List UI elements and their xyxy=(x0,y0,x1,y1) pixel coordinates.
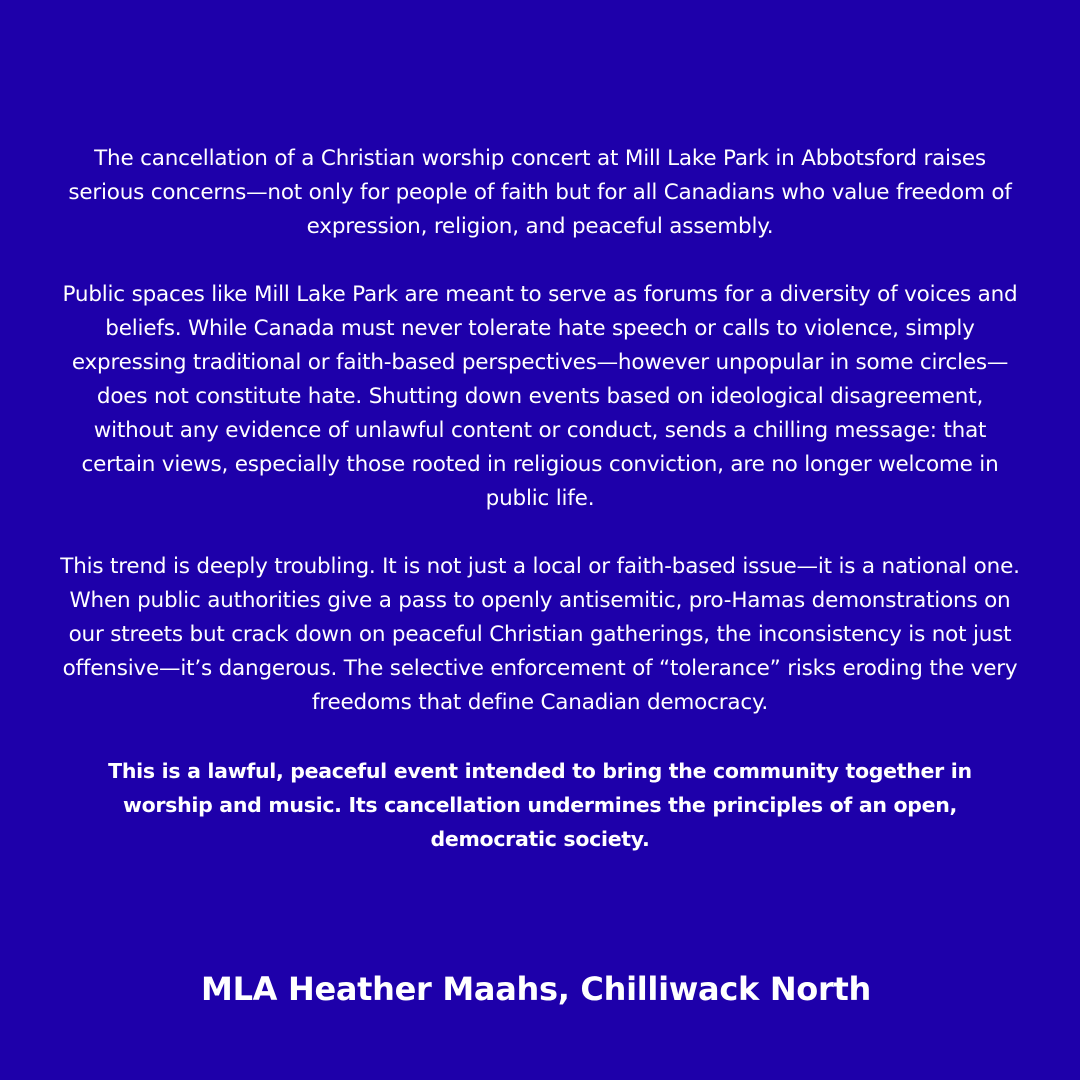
paragraph-conclusion: This is a lawful, peaceful event intended to bring the community together in worship and music. Its cancellation undermines the principles of an open, democratic society. xyxy=(108,759,972,851)
paragraph-trend: This trend is deeply troubling. It is not just a local or faith-based issue—it is a national one. When public authorities give a pass to openly antisemitic, pro-Hamas demonstrations on our streets but crack down on peaceful Christian gatherings, the inconsistency is not just offensive—it’s dangerous. The selective enforcement of “tolerance” risks eroding the very freedoms that define Canadian democracy. xyxy=(60,554,1020,715)
paragraph-public-spaces: Public spaces like Mill Lake Park are meant to serve as forums for a diversity of voices and beliefs. While Canada must never tolerate hate speech or calls to violence, simply expressing traditional or faith-based perspectives—however unpopular in some circles—does not constitute hate. Shutting down events based on ideological disagreement, without any evidence of unlawful content or conduct, sends a chilling message: that certain views, especially those rooted in religious conviction, are no longer welcome in public life. xyxy=(62,282,1018,511)
statement-body xyxy=(60,142,1020,890)
paragraph-cancellation: The cancellation of a Christian worship concert at Mill Lake Park in Abbotsford raises serious concerns—not only for people of faith but for all Canadians who value freedom of expression, religion, and peaceful assembly. xyxy=(68,146,1012,239)
signature: MLA Heather Maahs, Chilliwack North xyxy=(201,970,871,1008)
